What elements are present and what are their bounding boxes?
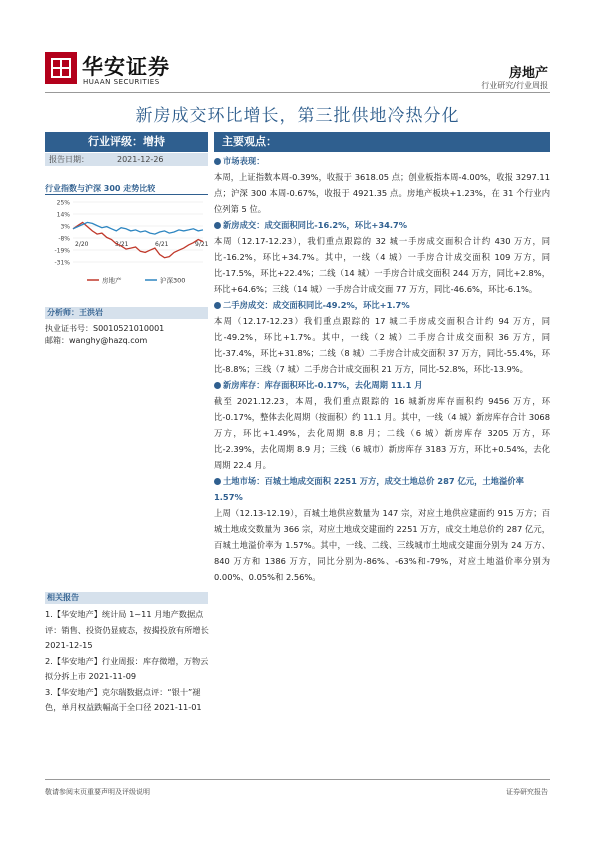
chart-legend-label: 房地产 — [102, 276, 122, 285]
section-title: 新房库存：库存面积环比-0.17%，去化周期 11.1 月 — [223, 380, 423, 390]
bullet-icon — [214, 382, 221, 389]
report-date-row — [45, 153, 208, 166]
chart-series-line — [73, 222, 203, 234]
doc-type-label: 行业研究/行业周报 — [481, 81, 548, 90]
chart-y-tick-label: 14% — [56, 211, 70, 219]
chart-title-rule — [45, 194, 208, 195]
section-inventory — [214, 377, 550, 473]
section-title: 新房成交：成交面积同比-16.2%，环比+34.7% — [223, 220, 408, 230]
chart-y-tick-label: 3% — [60, 223, 70, 231]
analyst-email[interactable]: 邮箱：wanghy@hazq.com — [45, 336, 148, 345]
chart-x-tick-label: 6/21 — [155, 241, 169, 248]
chart-x-tick-label: 3/21 — [115, 241, 129, 248]
bullet-icon — [214, 302, 221, 309]
footer-disclaimer: 敬请参阅末页重要声明及评级说明 — [45, 788, 150, 796]
related-reports-heading: 相关报告 — [45, 592, 208, 604]
chart-svg — [45, 196, 208, 290]
report-date-value: 2021-12-26 — [117, 155, 164, 164]
chart-x-tick-label: 2/20 — [75, 241, 89, 248]
chart-title: 行业指数与沪深 300 走势比较 — [45, 184, 156, 193]
chart-y-tick-label: -19% — [54, 247, 70, 255]
section-new-home — [214, 217, 550, 297]
chart-y-tick-label: -8% — [58, 235, 70, 243]
analyst-cert: 执业证书号：S0010521010001 — [45, 324, 165, 333]
section-body: 本周（12.17-12.23），我们重点跟踪的 32 城一手房成交面积合计约 430 万方，同比-16.2%，环比+34.7%。其中，一线（4 城）一手房合计成交面积 109 万方，同比-17.5%，环比+22.4%；二线（14 城）一手房合计成交面积 244 万方，同比+2.8%，环比+64.6%；三线（14 城）一手房合计成交面 77 万方，同比-46.6%，环比-6.1%。 — [214, 236, 550, 294]
chart-y-tick-label: 25% — [56, 199, 70, 207]
bullet-icon — [214, 158, 221, 165]
bullet-icon — [214, 222, 221, 229]
industry-rating: 行业评级：增持 — [45, 132, 208, 152]
related-report-item[interactable]: 3.【华安地产】克尔瑞数据点评：“银十”褪色，单月权益跌幅高于全口径 2021-11-01 — [45, 686, 202, 712]
index-comparison-chart — [45, 196, 208, 290]
main-views-heading: 主要观点： — [214, 132, 550, 152]
company-logo-icon — [45, 52, 77, 84]
logo-text-en: HUAAN SECURITIES — [83, 78, 160, 86]
header-divider — [45, 92, 550, 93]
section-body: 上周（12.13-12.19），百城土地供应数量为 147 宗，对应土地供应建面约 915 万方；百城土地成交数量为 366 宗，对应土地成交建面约 2251 万方，成交土地总价约 287 亿元，百城土地溢价率为 1.57%。其中，一线、二线、三线城市土地成交建面分别为 24 万方、840 万方和 1386 万方，同比分别为-86%、-63%和-79%，对应土地溢价率分别为 0.00%、0.05%和 2.56%。 — [214, 508, 550, 582]
related-report-item[interactable]: 2.【华安地产】行业周报：库存微增，万物云拟分拆上市 2021-11-09 — [45, 655, 209, 681]
section-land — [214, 473, 550, 585]
report-date-label: 报告日期： — [49, 155, 89, 164]
industry-label: 房地产 — [508, 66, 548, 81]
section-title: 市场表现： — [223, 156, 265, 166]
bullet-icon — [214, 478, 221, 485]
related-reports-list — [45, 607, 211, 716]
chart-x-tick-label: 9/21 — [195, 241, 208, 248]
main-views-body — [214, 153, 550, 585]
section-body: 本周（12.17-12.23）我们重点跟踪的 17 城二手房成交面积合计约 94 万方，同比-49.2%，环比+1.7%。其中，一线（2 城）二手房合计成交面积 36 万方，同比-37.4%，环比+31.8%；二线（8 城）二手房合计成交面积 37 万方，同比-55.4%，环比-8.8%；三线（7 城）二手房合计成交面积 21 万方，同比-52.8%，环比-13.9%。 — [214, 316, 550, 374]
report-title: 新房成交环比增长，第三批供地冷热分化 — [135, 106, 460, 126]
chart-series-line — [73, 222, 203, 257]
section-market — [214, 153, 550, 217]
analyst-heading: 分析师：王洪岩 — [45, 307, 208, 319]
logo-text-cn: 华安证券 — [82, 54, 170, 79]
section-body: 本周，上证指数本周-0.39%，收报于 3618.05 点；创业板指本周-4.00%，收报 3297.11 点；沪深 300 本周-0.67%，收报于 4921.35 点。房地产板块+1.23%，在 31 个行业内位列第 5 位。 — [214, 172, 550, 214]
section-title: 土地市场：百城土地成交面积 2251 万方，成交土地总价 287 亿元，土地溢价率 1.57% — [214, 476, 524, 502]
footer-report-type: 证券研究报告 — [506, 788, 548, 796]
chart-y-tick-label: -31% — [54, 259, 70, 267]
related-report-item[interactable]: 1.【华安地产】统计局 1~11 月地产数据点评：销售、投资仍显疲态，按揭投放有所增长 2021-12-15 — [45, 609, 209, 650]
footer-divider — [45, 779, 550, 780]
section-body: 截至 2021.12.23，本周，我们重点跟踪的 16 城新房库存面积约 9456 万方，环比-0.17%，整体去化周期（按面积）约 11.1 月。其中，一线（4 城）新房库存合计 3068 万方，环比+1.49%，去化周期 8.8 月；二线（6 城）新房库存 3205 万方，环比-2.39%，去化周期 8.9 月；三线（6 城市）新房库存 3183 万方，环比+0.54%，去化周期 22.4 月。 — [214, 396, 550, 470]
section-second-hand — [214, 297, 550, 377]
chart-legend-label: 沪深300 — [160, 276, 186, 285]
section-title: 二手房成交：成交面积同比-49.2%，环比+1.7% — [223, 300, 410, 310]
